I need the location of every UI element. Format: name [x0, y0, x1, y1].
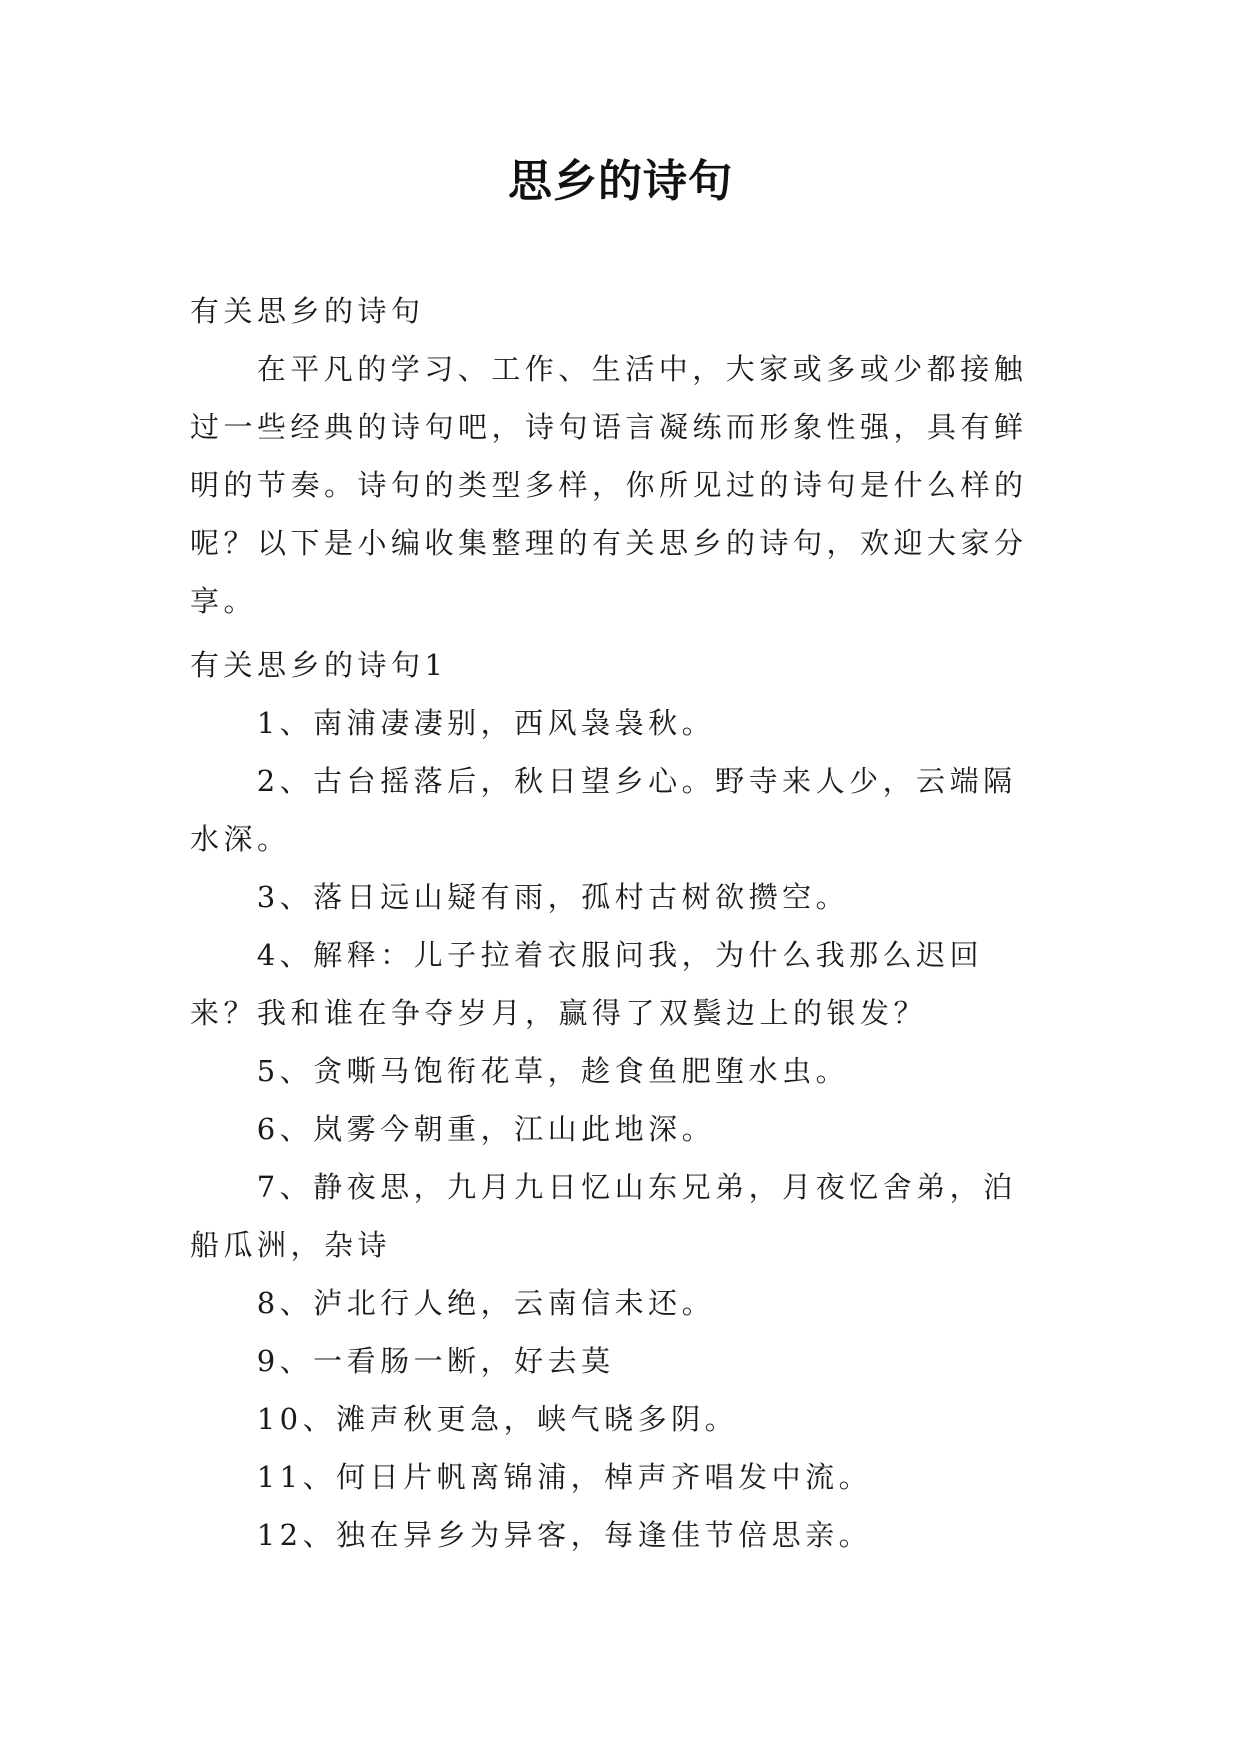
list-item: 10、滩声秋更急，峡气晓多阴。	[256, 1402, 739, 1436]
document-title: 思乡的诗句	[508, 156, 733, 207]
list-item: 6、岚雾今朝重，江山此地深。	[256, 1112, 716, 1146]
section-heading-1: 有关思乡的诗句1	[190, 648, 448, 682]
poem-list	[190, 694, 1050, 1564]
list-item: 5、贪嘶马饱衔花草，趁食鱼肥堕水虫。	[256, 1054, 850, 1088]
list-item: 4、解释：儿子拉着衣服问我，为什么我那么迟回来？我和谁在争夺岁月，赢得了双鬓边上的银发？	[190, 938, 984, 1030]
list-item: 7、静夜思，九月九日忆山东兄弟，月夜忆舍弟，泊船瓜洲，杂诗	[190, 1170, 1017, 1262]
list-item: 12、独在异乡为异客，每逢佳节倍思亲。	[256, 1518, 873, 1552]
list-item: 9、一看肠一断，好去莫	[256, 1344, 615, 1378]
list-item: 2、古台摇落后，秋日望乡心。野寺来人少，云端隔水深。	[190, 764, 1017, 856]
list-item: 8、泸北行人绝，云南信未还。	[256, 1286, 716, 1320]
intro-paragraph: 在平凡的学习、工作、生活中，大家或多或少都接触过一些经典的诗句吧，诗句语言凝练而形象性强，具有鲜明的节奏。诗句的类型多样，你所见过的诗句是什么样的呢？以下是小编收集整理的有关思乡的诗句，欢迎大家分享。	[190, 352, 1028, 618]
section-heading-intro: 有关思乡的诗句	[190, 294, 425, 328]
list-item: 3、落日远山疑有雨，孤村古树欲攒空。	[256, 880, 850, 914]
list-item: 1、南浦凄凄别，西风袅袅秋。	[256, 706, 716, 740]
list-item: 11、何日片帆离锦浦，棹声齐唱发中流。	[256, 1460, 873, 1494]
